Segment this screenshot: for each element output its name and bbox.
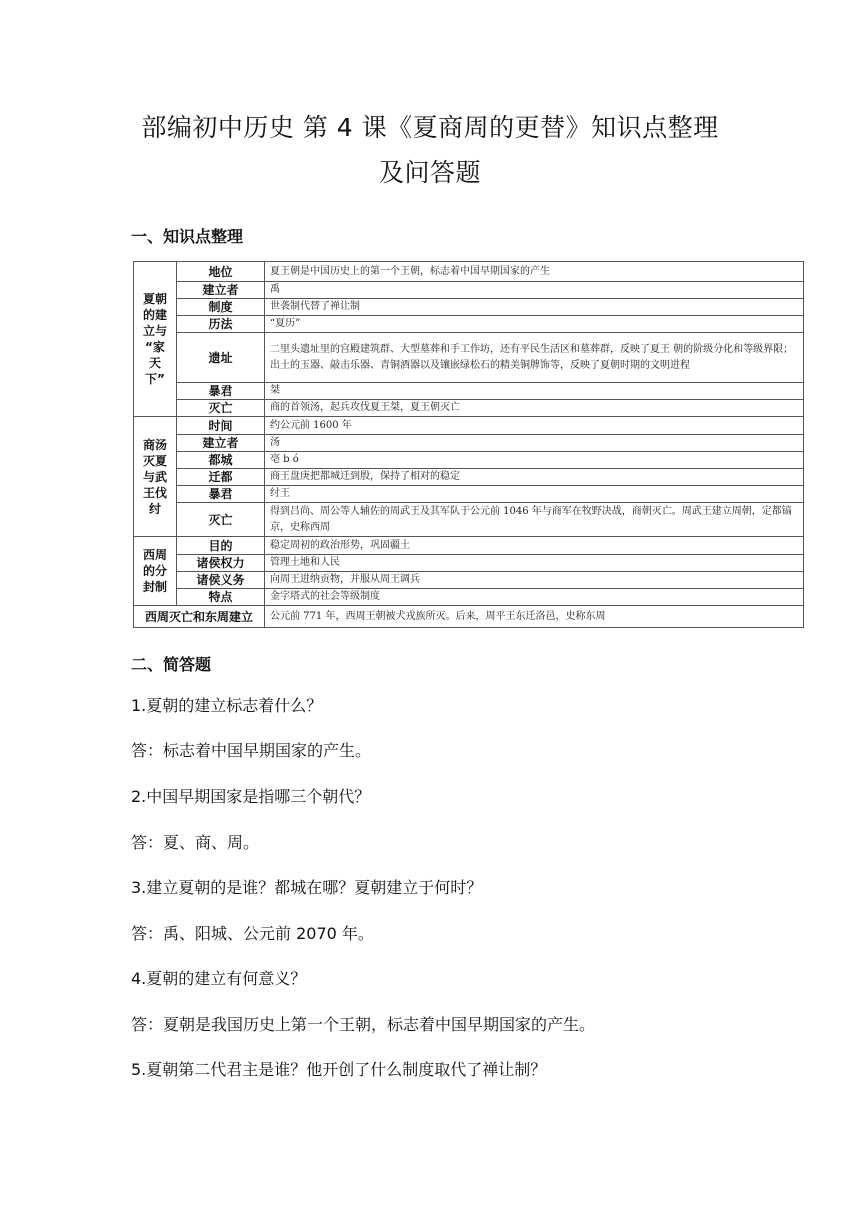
row-label: 建立者 (177, 435, 265, 452)
row-value: 约公元前 1600 年 (265, 417, 804, 435)
row-value: 商王盘庚把都城迁到殷，保持了相对的稳定 (265, 469, 804, 486)
table-row (134, 417, 804, 435)
row-label: 灭亡 (177, 400, 265, 417)
question: 2.中国早期国家是指哪三个朝代？ (131, 787, 371, 806)
page-title: 部编初中历史 第 4 课《夏商周的更替》知识点整理 (141, 113, 719, 142)
row-label: 暴君 (177, 486, 265, 503)
row-label: 地位 (177, 262, 265, 282)
row-value: 商的首领汤，起兵攻伐夏王桀，夏王朝灭亡 (265, 400, 804, 417)
table-row (134, 469, 804, 486)
group-name: 西周 的分 封制 (142, 548, 167, 594)
row-label: 建立者 (177, 282, 265, 299)
table-row (134, 299, 804, 316)
row-value: 得到吕尚、周公等人辅佐的周武王及其军队于公元前 1046 年与商军在牧野决战，商朝灭亡。周武王建立周朝，定都镐京，史称西周 (265, 503, 804, 537)
question: 4.夏朝的建立有何意义？ (131, 969, 307, 988)
row-label: 诸侯义务 (177, 572, 265, 589)
row-value: 向周王进纳贡物，并服从周王调兵 (265, 572, 804, 589)
table-row (134, 572, 804, 589)
row-value: 桀 (265, 383, 804, 400)
page-title-line2: 及问答题 (378, 158, 481, 187)
row-label: 迁都 (177, 469, 265, 486)
row-value: 金字塔式的社会等级制度 (265, 589, 804, 606)
row-value: 汤 (265, 435, 804, 452)
question: 1.夏朝的建立标志着什么？ (131, 696, 323, 715)
answer: 答：标志着中国早期国家的产生。 (131, 741, 372, 760)
question: 5.夏朝第二代君主是谁？他开创了什么制度取代了禅让制？ (131, 1060, 547, 1079)
row-label: 目的 (177, 537, 265, 555)
row-label: 特点 (177, 589, 265, 606)
answer: 答：夏、商、周。 (131, 833, 260, 852)
row-value: “夏历” (265, 316, 804, 333)
table-row (134, 400, 804, 417)
row-label: 灭亡 (177, 503, 265, 537)
row-label: 西周灭亡和东周建立 (134, 606, 265, 628)
table-row (134, 333, 804, 383)
group-label-xia (134, 262, 177, 417)
table-row (134, 282, 804, 299)
row-label: 时间 (177, 417, 265, 435)
group-name: 夏朝 的建 立与 “家 天 下” (142, 292, 167, 386)
table-row (134, 555, 804, 572)
table-row (134, 316, 804, 333)
section-heading-knowledge: 一、知识点整理 (131, 227, 244, 246)
group-name: 商汤 灭夏 与武 王伐 纣 (142, 437, 167, 516)
table-row (134, 486, 804, 503)
row-label: 历法 (177, 316, 265, 333)
answer: 答：夏朝是我国历史上第一个王朝，标志着中国早期国家的产生。 (131, 1015, 596, 1034)
table-row (134, 537, 804, 555)
question: 3.建立夏朝的是谁？都城在哪？夏朝建立于何时？ (131, 878, 483, 897)
table-row (134, 435, 804, 452)
row-label: 遗址 (177, 333, 265, 383)
group-label-xizhou (134, 537, 177, 606)
row-value: 二里头遗址里的宫殿建筑群、大型墓葬和手工作坊，还有平民生活区和墓葬群，反映了夏王 朝的阶级分化和等级界限；出土的玉器、敲击乐器、青铜酒器以及镶嵌绿松石的精美铜牌饰等，反映了夏朝时期的文明进程 (265, 333, 804, 383)
answer: 答：禹、阳城、公元前 2070 年。 (131, 924, 374, 943)
table-row (134, 262, 804, 282)
row-label: 暴君 (177, 383, 265, 400)
section-heading-qa: 二、简答题 (131, 655, 212, 674)
row-label: 诸侯权力 (177, 555, 265, 572)
row-value: 夏王朝是中国历史上的第一个王朝，标志着中国早期国家的产生 (265, 262, 804, 282)
table-row (134, 383, 804, 400)
row-value: 管理土地和人民 (265, 555, 804, 572)
group-label-shang (134, 417, 177, 537)
row-value: 亳 b ó (265, 452, 804, 469)
knowledge-table (133, 261, 804, 628)
row-value: 世袭制代替了禅让制 (265, 299, 804, 316)
table-row (134, 589, 804, 606)
row-value: 纣王 (265, 486, 804, 503)
row-value: 稳定周初的政治形势，巩固疆土 (265, 537, 804, 555)
table-row (134, 503, 804, 537)
row-label: 都城 (177, 452, 265, 469)
row-label: 制度 (177, 299, 265, 316)
table-row (134, 606, 804, 628)
table-row (134, 452, 804, 469)
row-value: 公元前 771 年，西周王朝被犬戎族所灭。后来，周平王东迁洛邑，史称东周 (265, 606, 804, 628)
row-value: 禹 (265, 282, 804, 299)
